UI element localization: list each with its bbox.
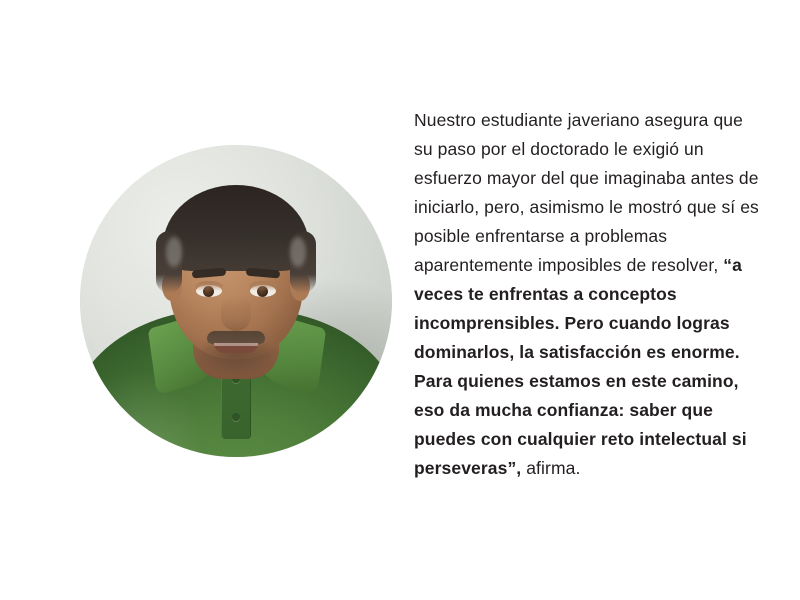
portrait-figure [80,145,392,457]
portrait-of-student [80,145,392,457]
temple-highlight-left [166,237,182,267]
quote-text-column [414,106,762,483]
temple-highlight-right [290,237,306,267]
quote-attribution-text: afirma. [521,458,581,478]
shirt-button-bottom [232,413,240,421]
quote-intro-text: Nuestro estudiante javeriano asegura que su paso por el doctorado le exigió un esfuerzo mayor del que imaginaba antes de iniciarlo, pero, asimismo le mostró que sí es posible enfrentarse a problemas aparentemente imposibles de resolver, [414,110,759,275]
eyelid-left [195,281,223,291]
quote-paragraph [414,106,762,483]
eyelid-right [249,281,277,291]
chin-shadow [201,341,271,367]
quote-highlight-text: “a veces te enfrentas a conceptos incomprensibles. Pero cuando logras dominarlos, la satisfacción es enorme. Para quienes estamos en este camino, eso da mucha confianza: saber que puedes con cualquier reto intelectual si perseveras”, [414,255,747,478]
